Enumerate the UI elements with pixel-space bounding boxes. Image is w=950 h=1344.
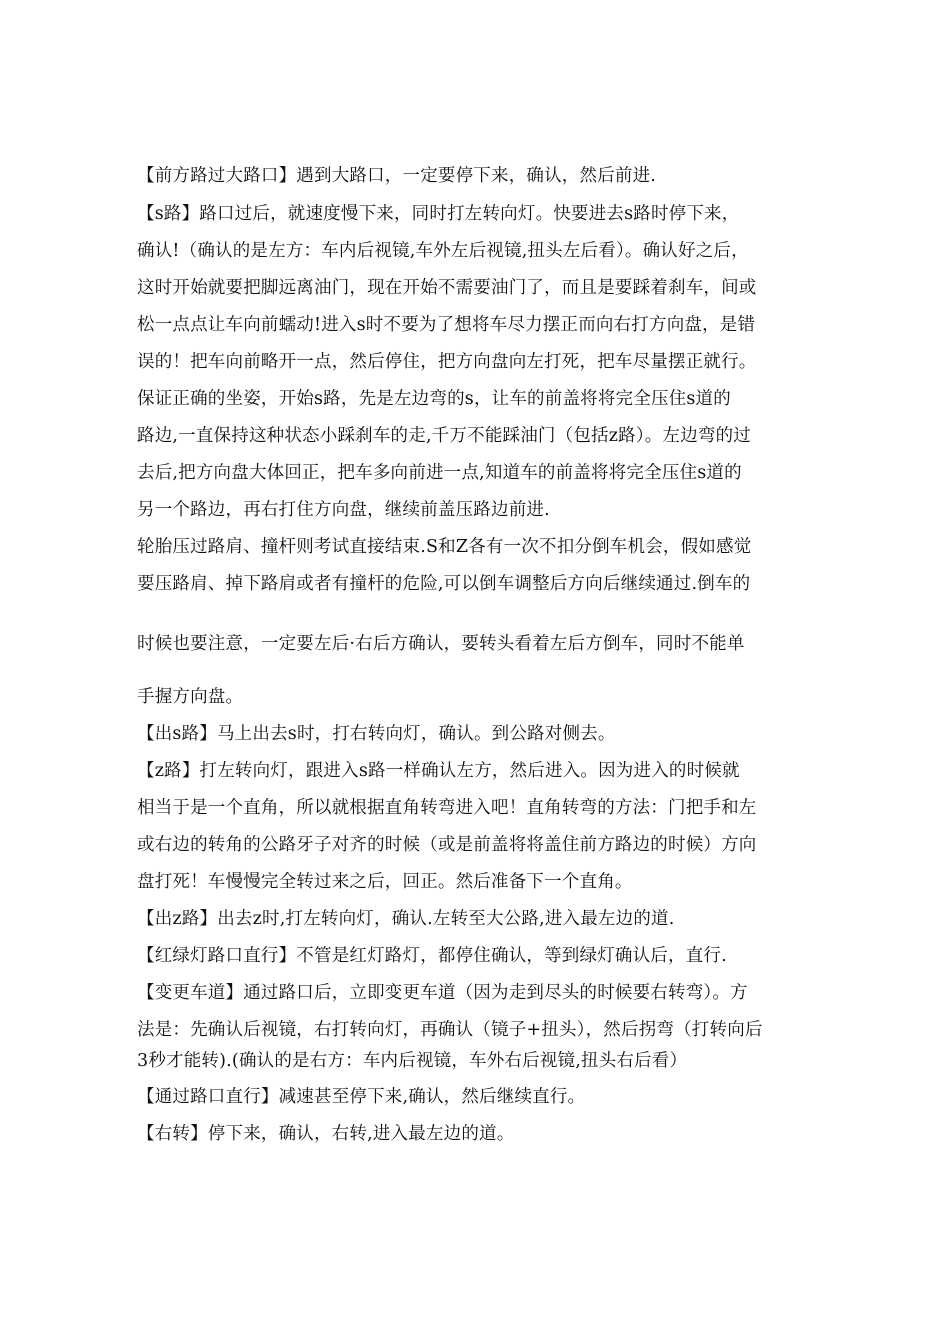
text-line: 【s路】路口过后，就速度慢下来，同时打左转向灯。快要进去s路时停下来，	[137, 204, 740, 224]
text-line: 【前方路过大路口】遇到大路口，一定要停下来，确认，然后前进.	[137, 166, 657, 186]
text-line: 【出z路】出去z时,打左转向灯，确认.左转至大公路,进入最左边的道.	[137, 909, 675, 929]
text-line: 【出s路】马上出去s时，打右转向灯，确认。到公路对侧去。	[137, 724, 616, 744]
text-line: 盘打死！车慢慢完全转过来之后，回正。然后准备下一个直角。	[137, 872, 633, 892]
text-line: 3秒才能转).(确认的是右方：车内后视镜，车外右后视镜,扭头右后看）	[137, 1051, 688, 1071]
text-line: 这时开始就要把脚远离油门，现在开始不需要油门了，而且是要踩着刹车，间或	[137, 278, 757, 298]
text-line: 时候也要注意，一定要左后·右后方确认，要转头看着左后方倒车，同时不能单	[137, 634, 745, 654]
text-line: 或右边的转角的公路牙子对齐的时候（或是前盖将将盖住前方路边的时候）方向	[137, 835, 757, 855]
text-line: 路边,一直保持这种状态小踩刹车的走,千万不能踩油门（包括z路）。左边弯的过	[137, 426, 751, 446]
text-line: 轮胎压过路肩、撞杆则考试直接结束.S和Z各有一次不扣分倒车机会，假如感觉	[137, 537, 752, 557]
text-line: 相当于是一个直角，所以就根据直角转弯进入吧！直角转弯的方法：门把手和左	[137, 798, 757, 818]
text-line: 【通过路口直行】减速甚至停下来,确认，然后继续直行。	[137, 1087, 586, 1107]
text-line: 法是：先确认后视镜，右打转向灯，再确认（镜子+扭头），然后拐弯（打转向后	[137, 1020, 763, 1040]
text-line: 确认!（确认的是左方：车内后视镜,车外左后视镜,扭头左后看）。确认好之后，	[137, 241, 749, 261]
text-line: 松一点点让车向前蠕动!进入s时不要为了想将车尽力摆正而向右打方向盘，是错	[137, 315, 756, 335]
text-line: 保证正确的坐姿，开始s路，先是左边弯的s，让车的前盖将将完全压住s道的	[137, 389, 731, 409]
text-line: 【z路】打左转向灯，跟进入s路一样确认左方，然后进入。因为进入的时候就	[137, 761, 740, 781]
text-line: 去后,把方向盘大体回正，把车多向前进一点,知道车的前盖将将完全压住s道的	[137, 463, 742, 483]
text-line: 手握方向盘。	[137, 687, 244, 707]
text-line: 误的！把车向前略开一点，然后停住，把方向盘向左打死，把车尽量摆正就行。	[137, 352, 757, 372]
text-line: 【红绿灯路口直行】不管是红灯路灯，都停住确认，等到绿灯确认后，直行.	[137, 946, 727, 966]
text-line: 另一个路边，再右打住方向盘，继续前盖压路边前进.	[137, 500, 550, 520]
text-line: 【变更车道】通过路口后，立即变更车道（因为走到尽头的时候要右转弯）。方	[137, 983, 748, 1003]
text-line: 要压路肩、掉下路肩或者有撞杆的危险,可以倒车调整后方向后继续通过.倒车的	[137, 574, 751, 594]
text-line: 【右转】停下来，确认，右转,进入最左边的道。	[137, 1124, 515, 1144]
